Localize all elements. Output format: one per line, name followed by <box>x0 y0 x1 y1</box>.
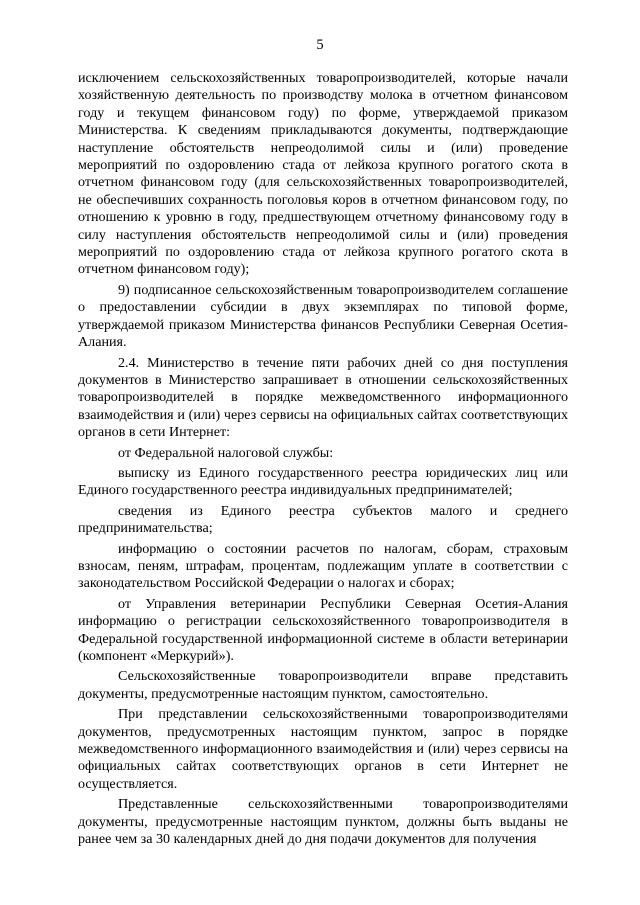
paragraph-document-validity: Представленные сельскохозяйственными товаропроизводителями документы, предусмотренные настоящим пунктом, должны быть выданы не ранее чем за 30 календарных дней до дня подачи документов для получения <box>78 796 568 848</box>
paragraph-veterinary-mercury: от Управления ветеринарии Республики Северная Осетия-Алания информацию о регистрации сельскохозяйственного товаропроизводителя в Федеральной государственной информационной системе в области ветеринарии (компонент «Меркурий»). <box>78 595 568 664</box>
paragraph-tax-settlements: информацию о состоянии расчетов по налогам, сборам, страховым взносам, пеням, штрафам, процентам, подлежащим уплате в соответствии с законодательством Российской Федерации о налогах и сборах; <box>78 540 568 592</box>
paragraph-no-interagency-request: При представлении сельскохозяйственными товаропроизводителями документов, предусмотренных настоящим пунктом, запрос в порядке межведомственного информационного взаимодействия и (или) через сервисы на официальных сайтах соответствующих органов в сети Интернет не осуществляется. <box>78 706 568 792</box>
paragraph-item-9: 9) подписанное сельскохозяйственным товаропроизводителем соглашение о предоставлении субсидии в двух экземплярах по типовой форме, утверждаемой приказом Министерства финансов Республики Северная Осетия-Алания. <box>78 281 568 351</box>
paragraph-self-submission: Сельскохозяйственные товаропроизводители вправе представить документы, предусмотренные настоящим пунктом, самостоятельно. <box>78 668 568 702</box>
page-number: 5 <box>316 37 324 53</box>
paragraph-continuation: исключением сельскохозяйственных товаропроизводителей, которые начали хозяйственную деятельность по производству молока в отчетном финансовом году и текущем финансовом году) по форме, утверждаемой приказом Министерства. К сведениям прикладываются документы, подтверждающие наступление обстоятельств непреодолимой силы и (или) проведение мероприятий по оздоровлению стада от лейкоза крупного рогатого скота в отчетном финансовом году (для сельскохозяйственных товаропроизводителей, не обеспечивших сохранность поголовья коров в отчетном финансовом году, по отношению к уровню в году, предшествующем отчетному финансовому году в силу наступления обстоятельств непреодолимой силы и (или) проведения мероприятий по оздоровлению стада от лейкоза крупного рогатого скота в отчетном финансовом году); <box>78 70 568 278</box>
paragraph-tax-service-heading: от Федеральной налоговой службы: <box>118 444 334 461</box>
paragraph-sme-registry: сведения из Единого реестра субъектов малого и среднего предпринимательства; <box>78 502 568 537</box>
paragraph-section-2-4: 2.4. Министерство в течение пяти рабочих дней со дня поступления документов в Министерство запрашивает в отношении сельскохозяйственных товаропроизводителей в порядке межведомственного информационного взаимодействия и (или) через сервисы на официальных сайтах соответствующих органов в сети Интернет: <box>78 354 568 441</box>
paragraph-registry-extract: выписку из Единого государственного реестра юридических лиц или Единого государственного реестра индивидуальных предпринимателей; <box>78 464 568 499</box>
document-body <box>78 70 568 851</box>
